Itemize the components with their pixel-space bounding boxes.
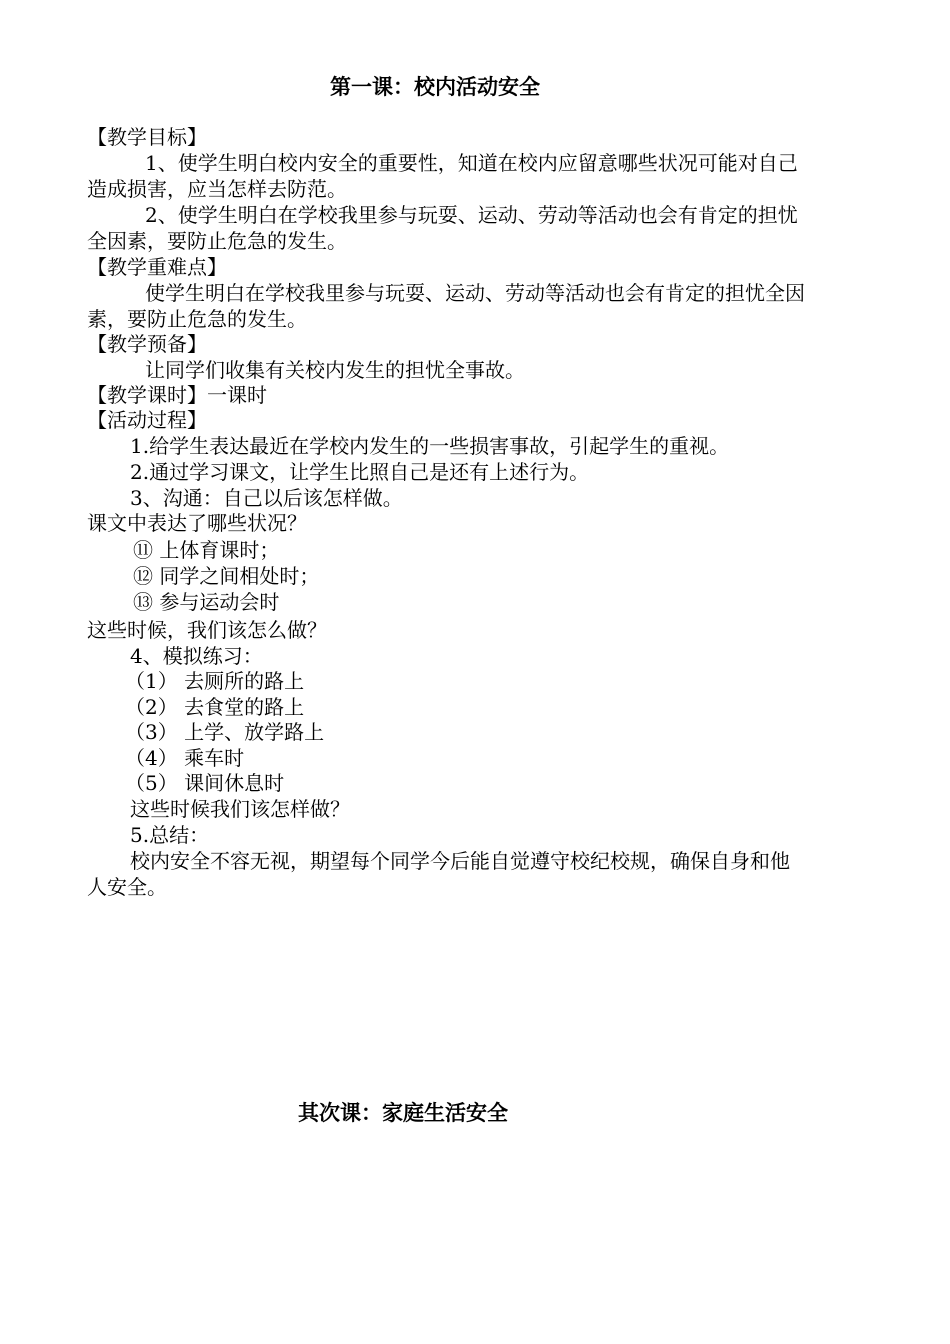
practice-item: （5） 课间休息时 [125,771,285,795]
key-heading: 【教学重难点】 [87,255,227,279]
prep-text: 让同学们收集有关校内发生的担忧全事故。 [145,358,525,382]
goals-heading: 【教学目标】 [87,125,207,149]
step-2: 2.通过学习课文，让学生比照自己是还有上述行为。 [130,460,590,484]
question-1: 课文中表达了哪些状况？ [87,511,307,535]
step-3: 3、沟通：自己以后该怎样做。 [130,486,403,510]
lesson2-title: 其次课：家庭生活安全 [298,1101,508,1125]
summary-line1: 校内安全不容无视，期望每个同学今后能自觉遵守校纪校规，确保自身和他 [130,849,790,873]
goal1-line2: 造成损害，应当怎样去防范。 [87,177,347,201]
situation-item: ⑬ 参与运动会时 [133,590,280,614]
practice-item: （1） 去厕所的路上 [125,669,305,693]
process-heading: 【活动过程】 [87,408,207,432]
practice-item: （4） 乘车时 [125,746,245,770]
practice-item: （2） 去食堂的路上 [125,695,305,719]
situation-item: ⑫ 同学之间相处时； [133,564,320,588]
key-line2: 素，要防止危急的发生。 [87,307,307,331]
key-line1: 使学生明白在学校我里参与玩耍、运动、劳动等活动也会有肯定的担忧全因 [145,281,805,305]
step-1: 1.给学生表达最近在学校内发生的一些损害事故，引起学生的重视。 [130,434,730,458]
question-2: 这些时候，我们该怎么做？ [87,618,327,642]
question-3: 这些时候我们该怎样做？ [130,797,350,821]
goal1-line1: 1、使学生明白校内安全的重要性，知道在校内应留意哪些状况可能对自己 [145,151,798,175]
summary-line2: 人安全。 [87,875,167,899]
goal2-line1: 2、使学生明白在学校我里参与玩耍、运动、劳动等活动也会有肯定的担忧 [145,203,798,227]
goal2-line2: 全因素，要防止危急的发生。 [87,229,347,253]
hours-line: 【教学课时】一课时 [87,383,267,407]
situation-item: ⑪ 上体育课时； [133,538,280,562]
lesson1-title: 第一课：校内活动安全 [330,75,540,99]
prep-heading: 【教学预备】 [87,332,207,356]
step-4: 4、模拟练习： [130,644,263,668]
practice-item: （3） 上学、放学路上 [125,720,325,744]
step-5: 5.总结： [130,823,210,847]
